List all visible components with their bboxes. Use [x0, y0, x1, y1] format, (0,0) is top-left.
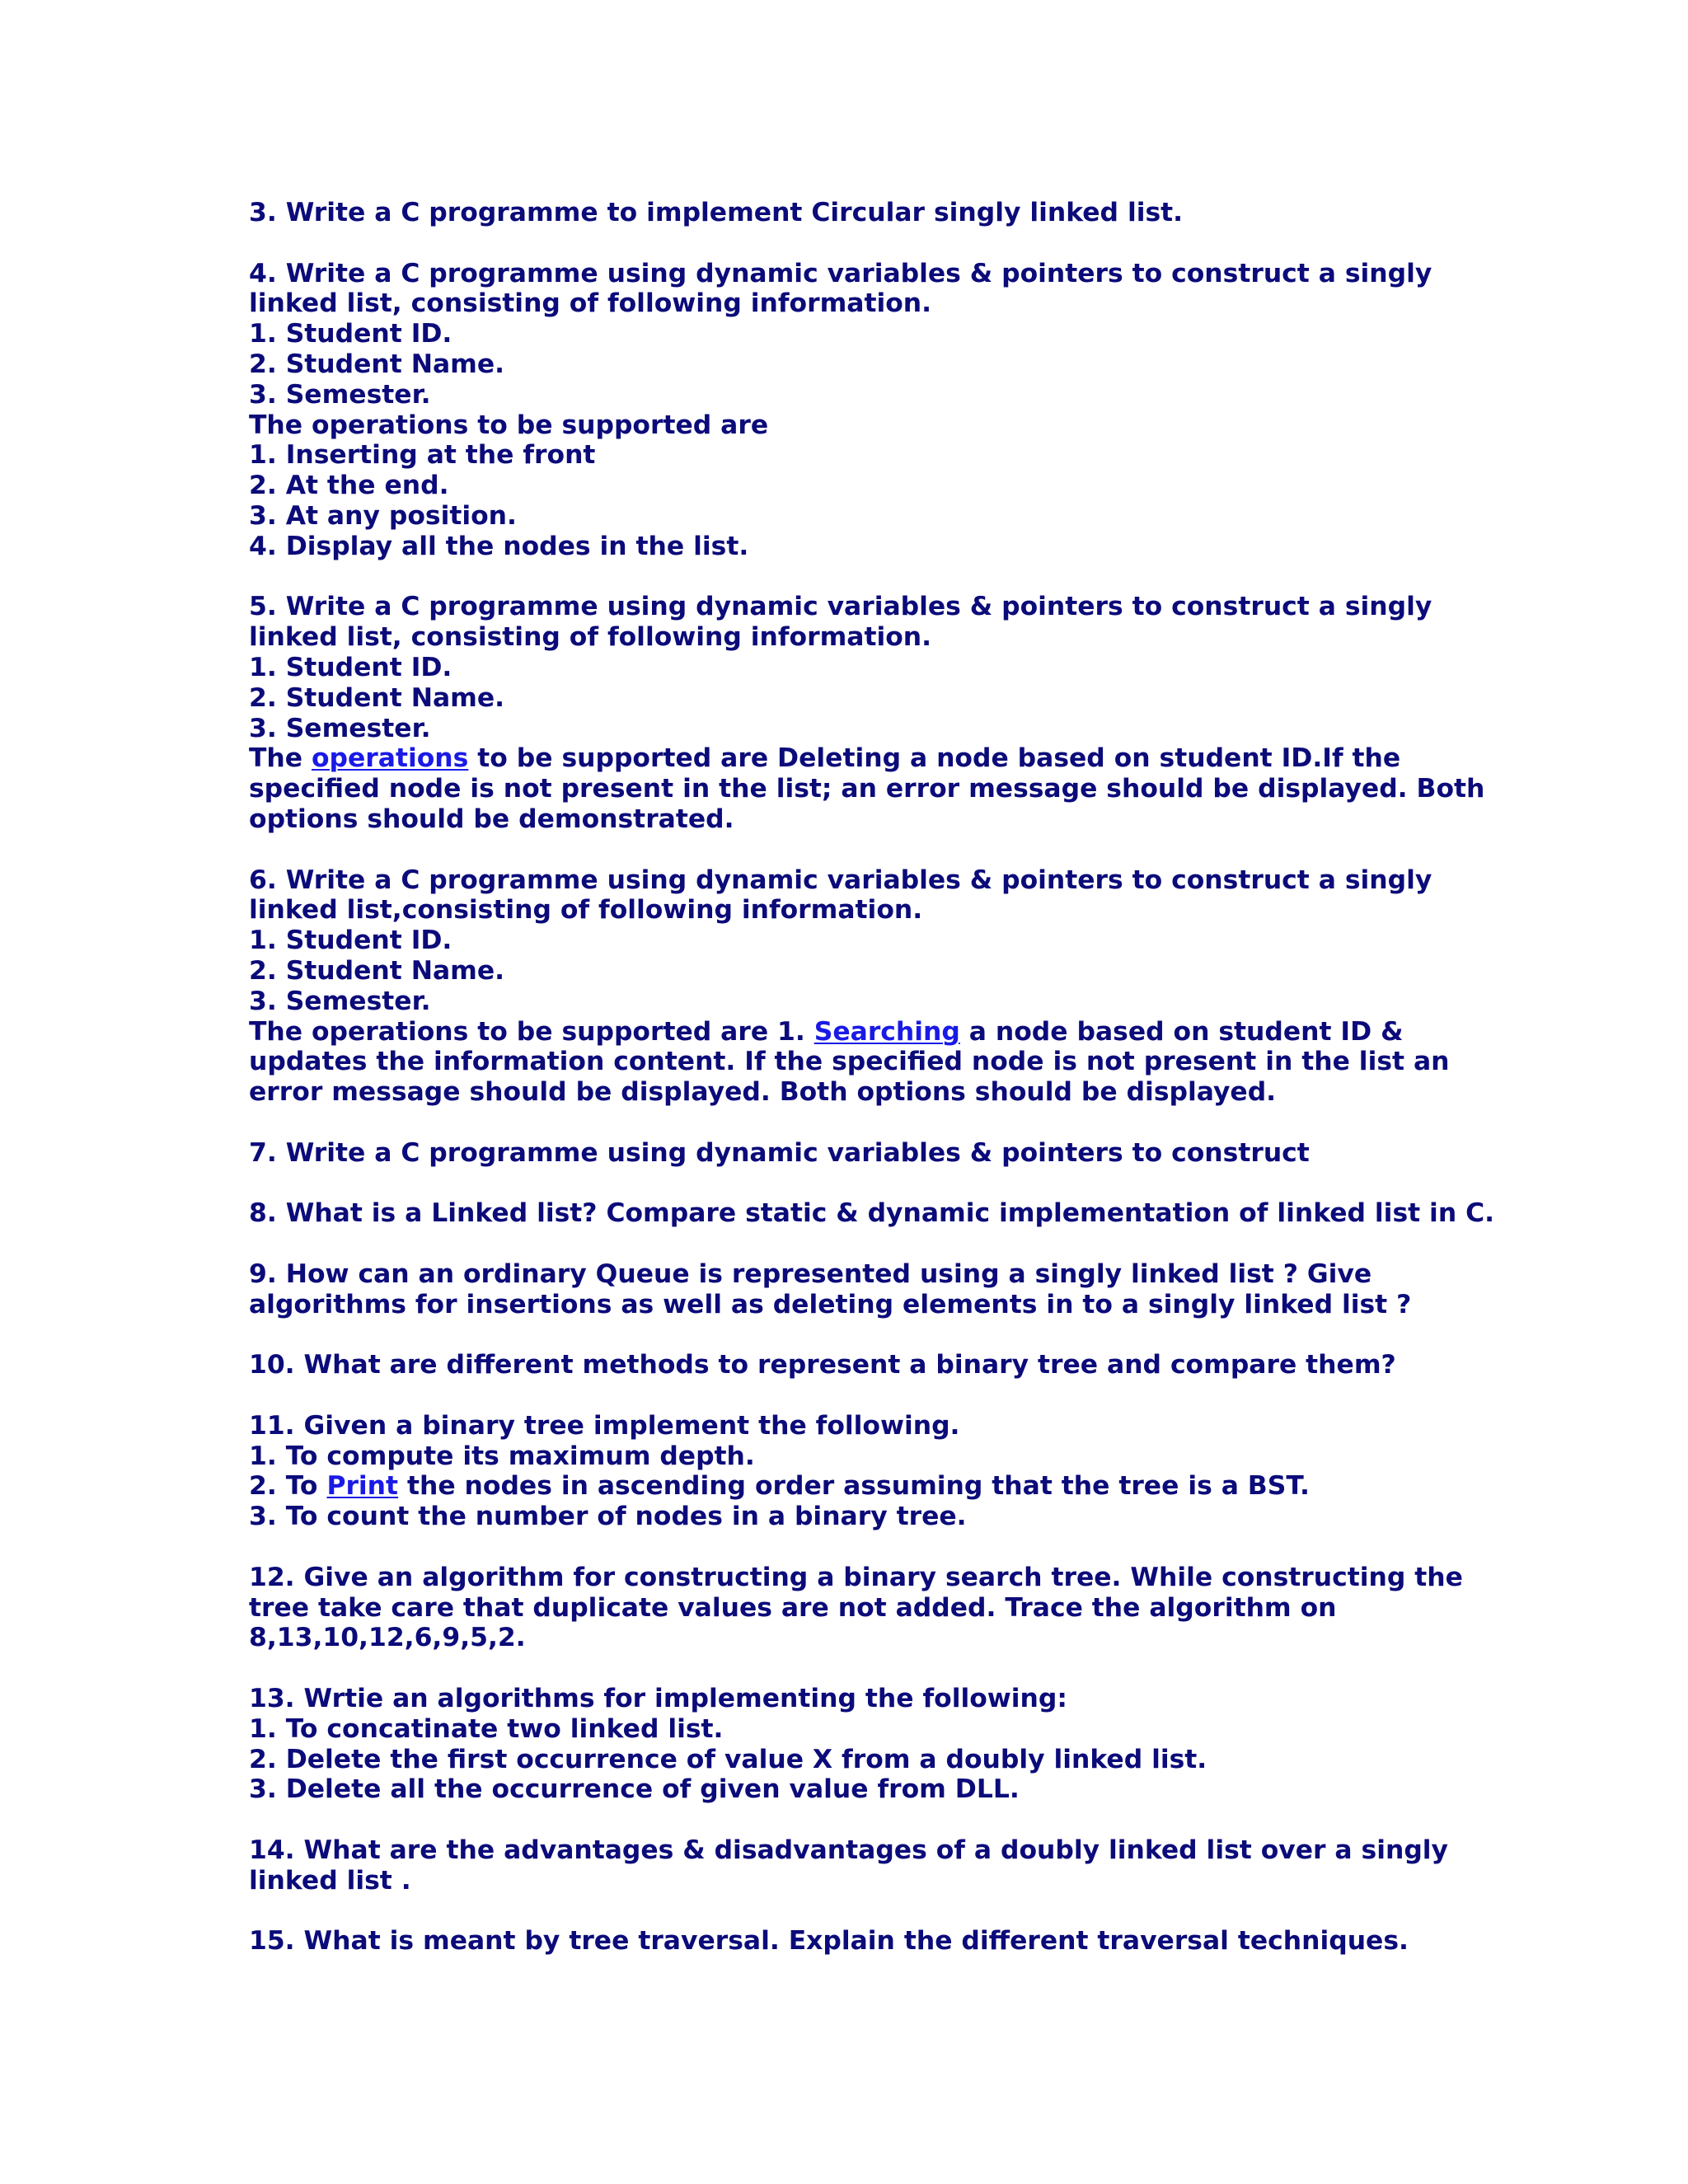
text-line: The operations to be supported are: [249, 410, 769, 440]
text-line: 2. At the end.: [249, 471, 449, 501]
text-line: 11. Given a binary tree implement the following.: [249, 1410, 960, 1441]
text-line: 7. Write a C programme using dynamic variables & pointers to construct: [249, 1137, 1310, 1168]
text-line: 2. Delete the first occurrence of value X from a doubly linked list.: [249, 1744, 1207, 1774]
link-searching[interactable]: Searching: [814, 1016, 960, 1047]
paragraph-gap: [249, 1108, 1461, 1138]
text-line: 5. Write a C programme using dynamic variables & pointers to construct a singly: [249, 592, 1432, 622]
text-line: 3. Delete all the occurrence of given value from DLL.: [249, 1774, 1020, 1805]
text-line: 3. Semester.: [249, 986, 431, 1016]
text-line: [249, 1017, 1461, 1047]
text-line: linked list, consisting of following information.: [249, 288, 932, 319]
text-line: tree take care that duplicate values are not added. Trace the algorithm on: [249, 1592, 1337, 1623]
text-line: options should be demonstrated.: [249, 804, 734, 834]
text-line: 3. To count the number of nodes in a binary tree.: [249, 1502, 967, 1532]
text-line: 1. Student ID.: [249, 652, 452, 682]
paragraph-gap: [249, 1532, 1461, 1563]
text-line: 14. What are the advantages & disadvantages of a doubly linked list over a singly: [249, 1835, 1449, 1866]
text-line: linked list .: [249, 1865, 411, 1896]
text-segment: The operations to be supported are 1.: [249, 1016, 814, 1047]
paragraph-gap: [249, 562, 1461, 593]
text-line: 1. Student ID.: [249, 926, 452, 956]
paragraph-gap: [249, 1805, 1461, 1835]
text-segment: the nodes in ascending order assuming that the tree is a BST.: [398, 1471, 1310, 1502]
text-line: 2. Student Name.: [249, 955, 505, 986]
text-line: 9. How can an ordinary Queue is represented using a singly linked list ? Give: [249, 1258, 1372, 1289]
text-segment: to be supported are Deleting a node based on student ID.If the: [468, 743, 1401, 774]
paragraph-gap: [249, 1896, 1461, 1927]
text-segment: 2. To: [249, 1471, 327, 1502]
text-line: 3. Semester.: [249, 379, 431, 410]
link-operations[interactable]: operations: [311, 743, 469, 774]
text-segment: The: [249, 743, 312, 774]
text-line: [249, 743, 1461, 774]
paragraph-gap: [249, 1319, 1461, 1350]
paragraph-gap: [249, 228, 1461, 259]
text-line: 1. To concatinate two linked list.: [249, 1713, 724, 1744]
text-line: 3. Write a C programme to implement Circular singly linked list.: [249, 198, 1184, 227]
text-line: linked list, consisting of following information.: [249, 622, 932, 653]
text-line: 4. Write a C programme using dynamic variables & pointers to construct a singly: [249, 258, 1432, 288]
paragraph-gap: [249, 1380, 1461, 1411]
text-line: 6. Write a C programme using dynamic variables & pointers to construct a singly: [249, 865, 1432, 895]
text-line: 1. Student ID.: [249, 319, 452, 349]
text-line: 2. Student Name.: [249, 349, 505, 379]
text-line: 13. Wrtie an algorithms for implementing the following:: [249, 1684, 1067, 1714]
text-line: error message should be displayed. Both options should be displayed.: [249, 1077, 1277, 1108]
text-line: linked list,consisting of following information.: [249, 895, 923, 926]
text-line: 10. What are different methods to represent a binary tree and compare them?: [249, 1350, 1396, 1380]
paragraph-gap: [249, 835, 1461, 865]
text-line: algorithms for insertions as well as deleting elements in to a singly linked list ?: [249, 1289, 1412, 1319]
document-page: [249, 198, 1495, 1957]
text-line: 15. What is meant by tree traversal. Explain the different traversal techniques.: [249, 1926, 1409, 1957]
text-segment: a node based on student ID &: [959, 1016, 1404, 1047]
text-line: 8,13,10,12,6,9,5,2.: [249, 1623, 526, 1653]
text-line: 1. To compute its maximum depth.: [249, 1441, 755, 1471]
text-line: 12. Give an algorithm for constructing a binary search tree. While constructing the: [249, 1562, 1463, 1592]
paragraph-gap: [249, 1169, 1461, 1199]
text-line: 2. Student Name.: [249, 682, 505, 713]
text-line: [249, 1471, 1461, 1502]
text-line: specified node is not present in the list; an error message should be displayed. Both: [249, 774, 1485, 804]
text-line: 8. What is a Linked list? Compare static & dynamic implementation of linked list in C.: [249, 1198, 1495, 1229]
text-line: 1. Inserting at the front: [249, 440, 596, 471]
text-line: 4. Display all the nodes in the list.: [249, 531, 749, 561]
paragraph-gap: [249, 1229, 1461, 1259]
link-print[interactable]: Print: [326, 1471, 399, 1502]
text-line: 3. Semester.: [249, 713, 431, 743]
text-line: updates the information content. If the specified node is not present in the list an: [249, 1047, 1450, 1077]
paragraph-gap: [249, 1653, 1461, 1684]
text-line: 3. At any position.: [249, 500, 517, 531]
